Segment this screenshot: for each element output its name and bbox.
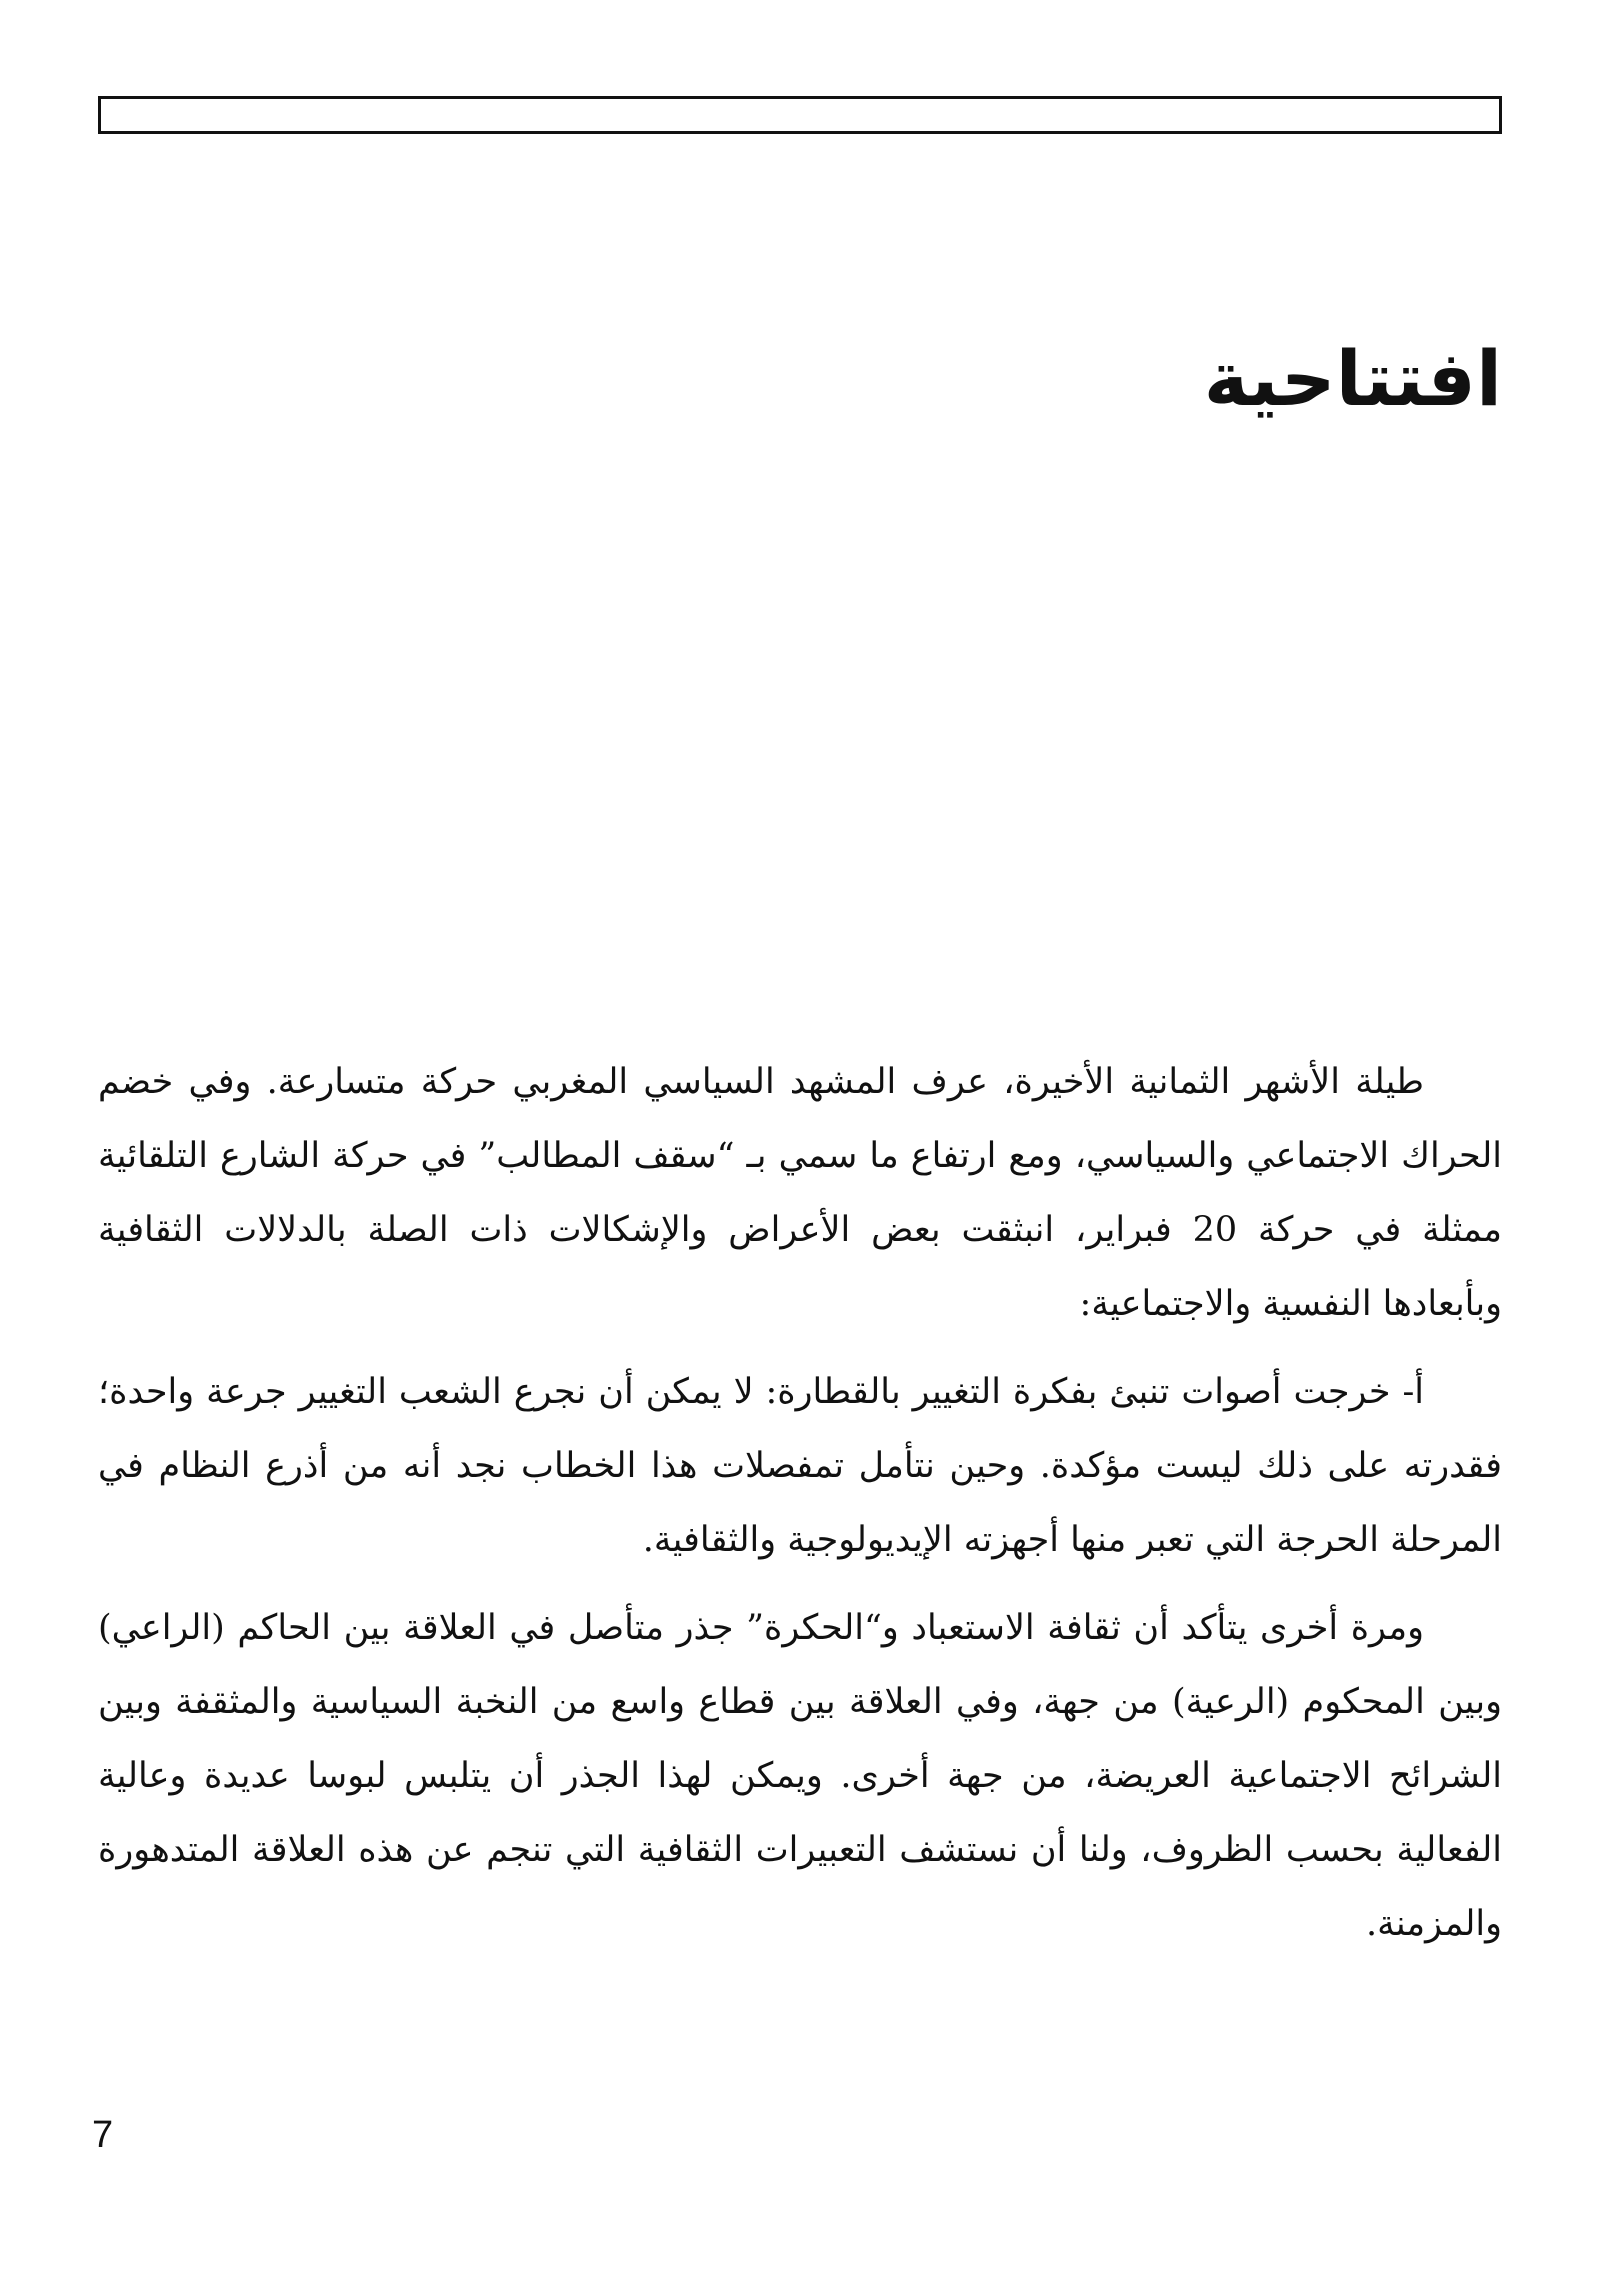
paragraph-2: أ- خرجت أصوات تنبئ بفكرة التغيير بالقطارة: لا يمكن أن نجرع الشعب التغيير جرعة واحدة؛ فقدرته على ذلك ليست مؤكدة. وحين نتأمل تمفصلات هذا الخطاب نجد أنه من أذرع النظام في المرحلة الحرجة التي تعبر منها أجهزته الإيديولوجية والثقافية.	[98, 1372, 1502, 1560]
chapter-title: افتتاحية	[1203, 334, 1502, 423]
body-text	[98, 1045, 1502, 1975]
paragraph-1: طيلة الأشهر الثمانية الأخيرة، عرف المشهد السياسي المغربي حركة متسارعة. وفي خضم الحراك الاجتماعي والسياسي، ومع ارتفاع ما سمي بـ “سقف المطالب” في حركة الشارع التلقائية ممثلة في حركة 20 فبراير، انبثقت بعض الأعراض والإشكالات ذات الصلة بالدلالات الثقافية وبأبعادها النفسية والاجتماعية:	[98, 1062, 1502, 1324]
header-frame	[98, 96, 1502, 134]
page-number: 7	[92, 2114, 114, 2156]
paragraph-3: ومرة أخرى يتأكد أن ثقافة الاستعباد و“الحكرة” جذر متأصل في العلاقة بين الحاكم (الراعي) وبين المحكوم (الرعية) من جهة، وفي العلاقة بين قطاع واسع من النخبة السياسية والمثقفة وبين الشرائح الاجتماعية العريضة، من جهة أخرى. ويمكن لهذا الجذر أن يتلبس لبوسا عديدة وعالية الفعالية بحسب الظروف، ولنا أن نستشف التعبيرات الثقافية التي تنجم عن هذه العلاقة المتدهورة والمزمنة.	[98, 1608, 1502, 1944]
